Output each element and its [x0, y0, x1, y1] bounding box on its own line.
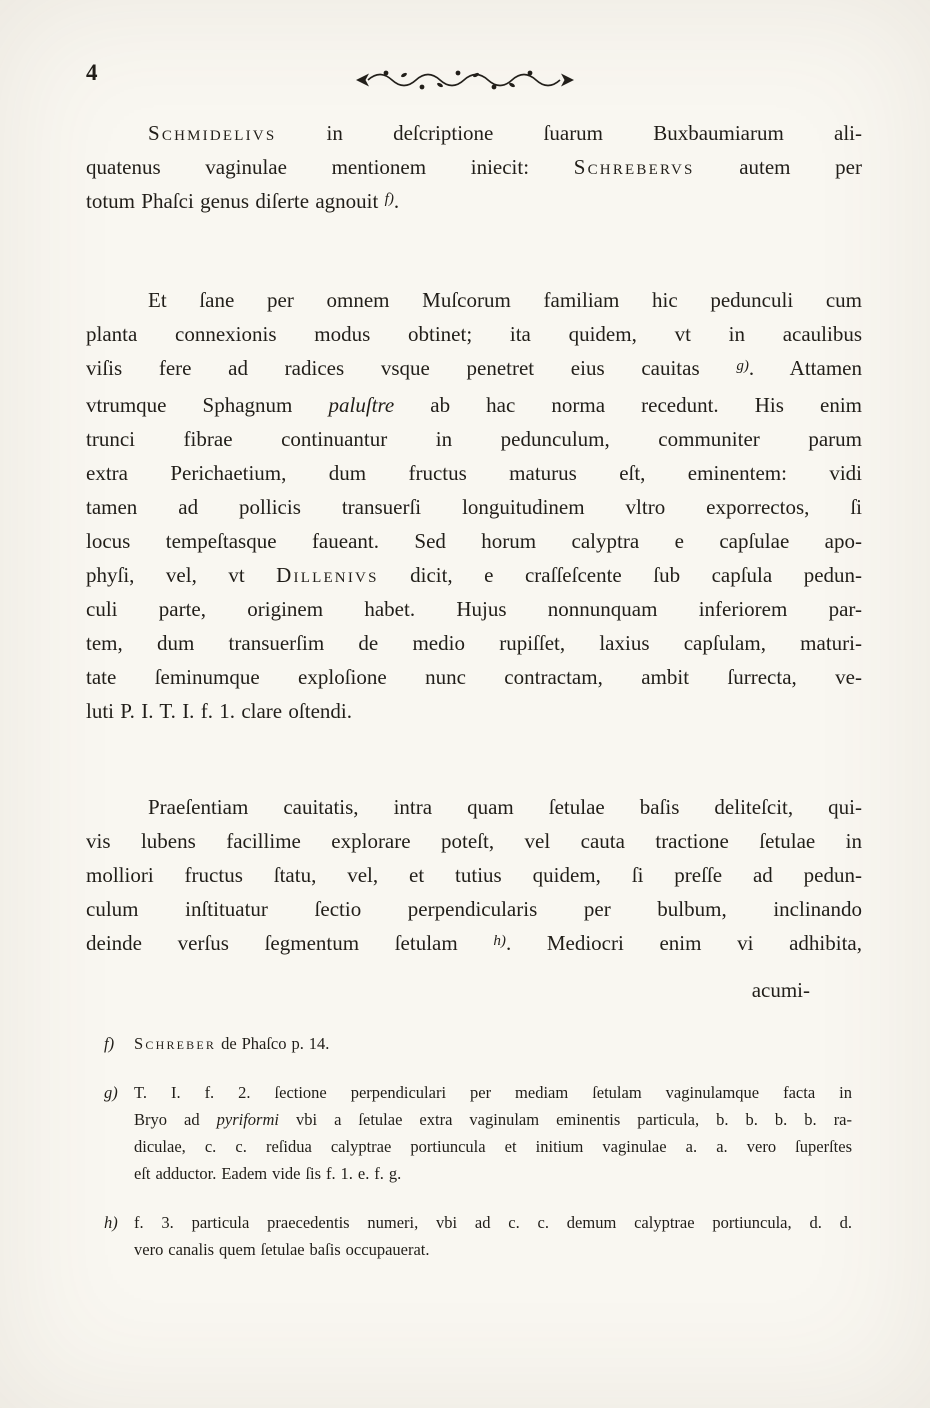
footnote-ref: h): [493, 933, 506, 950]
text-segment: vbi a ſetulae extra vaginulam eminentis particula, b. b. b. b. ra-: [278, 1110, 853, 1129]
footnotes: [104, 1030, 852, 1263]
author-name: Schrebervs: [573, 155, 695, 179]
text-line: [86, 824, 862, 858]
text-segment: extra Perichaetium, dum fructus maturus eſt, eminentem: vidi: [86, 461, 862, 485]
text-segment: Praeſentiam cauitatis, intra quam ſetulae baſis deliteſcit, qui-: [148, 795, 862, 819]
text-segment: dicit, e craſſeſcente ſub capſula pedun-: [378, 563, 863, 587]
text-line: [86, 283, 862, 317]
footnote-ref: f): [384, 191, 394, 208]
footnote-marker: f): [104, 1034, 115, 1053]
text-segment: deinde verſus ſegmentum ſetulam: [86, 931, 494, 955]
text-line: [86, 351, 862, 388]
paragraph: [86, 116, 862, 221]
text-segment: luti P. I. T. I. f. 1. clare oſtendi.: [86, 699, 352, 723]
text-line: [134, 1133, 852, 1160]
text-segment: eſt adductor. Eadem vide ſis f. 1. e. f. g.: [134, 1164, 402, 1183]
text-line: [86, 524, 862, 558]
text-segment: phyſi, vel, vt: [86, 563, 277, 587]
text-line: [86, 892, 862, 926]
text-segment: vero canalis quem ſetulae baſis occupauerat.: [134, 1240, 430, 1259]
footnote: [104, 1209, 852, 1263]
text-line: [104, 1079, 852, 1106]
text-line: [104, 1030, 852, 1057]
floral-vine-ornament-icon: [356, 68, 574, 92]
text-segment: quatenus vaginulae mentionem iniecit:: [86, 155, 574, 179]
catchword: acumi-: [751, 978, 810, 1002]
text-line: [86, 150, 862, 184]
text-segment: . Mediocri enim vi adhibita,: [505, 931, 862, 955]
text-segment: T. I. f. 2. ſectione perpendiculari per mediam ſetulam vaginulamque facta in: [134, 1083, 852, 1102]
text-segment: paluſtre: [328, 393, 395, 417]
text-line: [86, 116, 862, 150]
text-segment: de Phaſco p. 14.: [216, 1034, 330, 1053]
text-segment: diculae, c. c. reſidua calyptrae portiuncula et initium vaginulae a. a. vero ſuperſtes: [134, 1137, 852, 1156]
text-segment: culum inſtituatur ſectio perpendicularis per bulbum, inclinando: [86, 897, 862, 921]
text-line: [86, 790, 862, 824]
text-segment: locus tempeſtasque faueant. Sed horum calyptra e capſulae apo-: [86, 529, 862, 553]
text-line: [86, 660, 862, 694]
text-line: [86, 456, 862, 490]
footnote-marker: g): [104, 1083, 118, 1102]
footnote: [104, 1030, 852, 1057]
text-segment: ab hac norma recedunt. His enim: [394, 393, 862, 417]
page-number: 4: [86, 60, 98, 85]
footnote-marker: h): [104, 1213, 118, 1232]
author-name: Schreber: [134, 1034, 217, 1053]
text-segment: . Attamen: [748, 356, 862, 380]
text-segment: planta connexionis modus obtinet; ita quidem, vt in acaulibus: [86, 322, 862, 346]
text-line: [86, 184, 862, 221]
text-line: [86, 626, 862, 660]
text-segment: tate ſeminumque exploſione nunc contractam, ambit ſurrecta, ve-: [86, 665, 862, 689]
text-line: [86, 558, 862, 592]
text-segment: tamen ad pollicis transuerſi longuitudinem vltro exporrectos, ſi: [86, 495, 862, 519]
text-segment: autem per: [694, 155, 862, 179]
text-line: [86, 422, 862, 456]
text-segment: molliori fructus ſtatu, vel, et tutius quidem, ſi preſſe ad pedun-: [86, 863, 862, 887]
text-line: [86, 926, 862, 963]
text-line: [86, 388, 862, 422]
text-segment: vtrumque Sphagnum: [86, 393, 329, 417]
text-segment: Et ſane per omnem Muſcorum familiam hic pedunculi cum: [148, 288, 862, 312]
text-line: [86, 592, 862, 626]
text-line: [86, 694, 862, 728]
text-segment: pyriformi: [216, 1110, 279, 1129]
text-line: [134, 1106, 852, 1133]
header-ornament: [0, 68, 930, 97]
text-segment: Bryo ad: [134, 1110, 217, 1129]
text-line: [104, 1209, 852, 1236]
paragraph: [86, 790, 862, 963]
text-line: [86, 317, 862, 351]
text-segment: vis lubens facillime explorare poteſt, vel cauta tractione ſetulae in: [86, 829, 862, 853]
text-segment: .: [393, 189, 400, 213]
text-line: [86, 490, 862, 524]
author-name: Dillenivs: [276, 563, 379, 587]
paragraph: [86, 283, 862, 728]
text-segment: viſis fere ad radices vsque penetret eius cauitas: [86, 356, 737, 380]
text-segment: f. 3. particula praecedentis numeri, vbi ad c. c. demum calyptrae portiuncula, d. d.: [134, 1213, 852, 1232]
text-segment: culi parte, originem habet. Hujus nonnunquam inferiorem par-: [86, 597, 862, 621]
text-segment: in deſcriptione ſuarum Buxbaumiarum ali-: [276, 121, 862, 145]
body-paragraphs: [86, 116, 862, 963]
footnote-ref: g): [736, 358, 749, 375]
body-text: [86, 116, 862, 1007]
footnote: [104, 1079, 852, 1187]
author-name: Schmidelivs: [148, 121, 277, 145]
text-segment: trunci fibrae continuantur in pedunculum, communiter parum: [86, 427, 862, 451]
text-segment: totum Phaſci genus diſerte agnouit: [86, 189, 385, 213]
text-line: [134, 1160, 852, 1187]
text-line: [86, 858, 862, 892]
text-segment: tem, dum transuerſim de medio rupiſſet, laxius capſulam, maturi-: [86, 631, 862, 655]
text-line: [134, 1236, 852, 1263]
